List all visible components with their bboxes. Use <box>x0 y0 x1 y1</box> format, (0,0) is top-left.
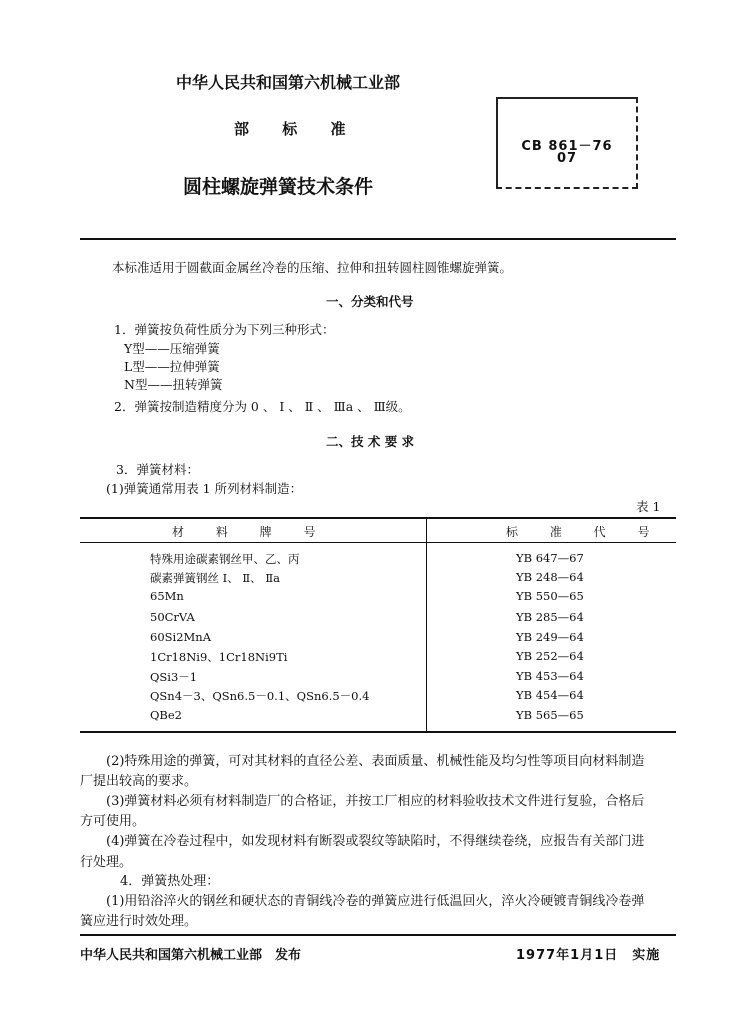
standard-code-box <box>496 97 638 189</box>
publisher: 中华人民共和国第六机械工业部 发布 <box>80 948 302 963</box>
table-cell-standard: YB 249—64 <box>516 630 584 644</box>
scope-text: 本标准适用于圆截面金属丝冷卷的压缩、拉伸和扭转圆柱圆锥螺旋弹簧。 <box>112 260 513 275</box>
table-cell-material: QSn4－3、QSn6.5－0.1、QSn6.5－0.4 <box>150 689 370 703</box>
table-cell-material: 60Si2MnA <box>150 630 211 644</box>
paragraph-4-line-2: 行处理。 <box>80 855 133 870</box>
item-3: 3．弹簧材料： <box>116 462 199 477</box>
type-n: N型——扭转弹簧 <box>124 377 223 392</box>
paragraph-4-1-line-2: 簧应进行时效处理。 <box>80 914 198 929</box>
header-rule <box>80 238 676 240</box>
table-cell-standard: YB 550—65 <box>516 589 584 603</box>
table-cell-material: 65Mn <box>150 589 184 603</box>
table-cell-standard: YB 252—64 <box>516 649 584 663</box>
paragraph-3-line-1: (3)弹簧材料必须有材料制造厂的合格证，并按工厂相应的材料验收技术文件进行复验，合格后 <box>106 794 645 809</box>
section-heading-classification: 一、分类和代号 <box>326 294 414 309</box>
table-cell-material: QBe2 <box>150 708 183 722</box>
item-3-1: (1)弹簧通常用表 1 所列材料制造： <box>106 481 303 496</box>
table-cell-material: 特殊用途碳素钢丝甲、乙、丙 <box>150 552 300 566</box>
table-bottom-rule <box>80 731 676 733</box>
table-cell-material: 1Cr18Ni9、1Cr18Ni9Ti <box>150 650 288 664</box>
section-heading-technical-requirements: 二、技 术 要 求 <box>326 434 415 449</box>
table-cell-standard: YB 285—64 <box>516 610 584 624</box>
type-l: L型——拉伸弹簧 <box>124 359 220 374</box>
item-4: 4．弹簧热处理： <box>120 874 220 889</box>
paragraph-4-line-1: (4)弹簧在冷卷过程中，如发现材料有断裂或裂纹等缺陷时，不得继续卷绕，应报告有关部门进 <box>106 834 645 849</box>
table-top-rule <box>80 517 676 519</box>
table-cell-material: 50CrVA <box>150 610 195 624</box>
ministry-name: 中华人民共和国第六机械工业部 <box>176 73 401 92</box>
paragraph-2-line-2: 厂提出较高的要求。 <box>80 774 198 789</box>
type-y: Y型——压缩弹簧 <box>124 341 220 356</box>
paragraph-3-line-2: 方可使用。 <box>80 814 146 829</box>
standard-code: CB 861－76 <box>521 139 613 154</box>
paragraph-4-1-line-1: (1)用铅浴淬火的钢丝和硬状态的青铜线冷卷的弹簧应进行低温回火，淬火冷硬镀青铜线冷卷弹 <box>106 894 645 909</box>
standard-code-suffix: 07 <box>556 151 578 166</box>
table-cell-standard: YB 454—64 <box>516 688 584 702</box>
table-cell-material: QSi3－1 <box>150 670 198 684</box>
item-1: 1．弹簧按负荷性质分为下列三种形式： <box>114 322 335 337</box>
table-cell-standard: YB 248—64 <box>516 570 584 584</box>
table-cell-standard: YB 647—67 <box>516 551 584 565</box>
paragraph-2-line-1: (2)特殊用途的弹簧，可对其材料的直径公差、表面质量、机械性能及均匀性等项目向材料制造 <box>106 754 645 769</box>
table-label: 表 1 <box>636 499 661 514</box>
table-header-material: 材 料 牌 号 <box>172 525 330 539</box>
table-column-divider <box>426 517 427 732</box>
table-cell-standard: YB 565—65 <box>516 708 584 722</box>
footer-rule <box>80 934 676 936</box>
table-header-rule <box>80 542 676 543</box>
table-header-standard: 标 准 代 号 <box>506 525 664 539</box>
table-cell-material: 碳素弹簧钢丝 Ⅰ、 Ⅱ、 Ⅱa <box>150 571 280 585</box>
table-cell-standard: YB 453—64 <box>516 669 584 683</box>
document-title: 圆柱螺旋弹簧技术条件 <box>183 176 374 198</box>
effective-date: 1977年1月1日 实施 <box>516 948 661 963</box>
standard-level: 部 标 准 <box>234 120 346 138</box>
item-2: 2．弹簧按制造精度分为 0 、 Ⅰ 、 Ⅱ 、 Ⅲa 、 Ⅲ级。 <box>114 399 411 414</box>
